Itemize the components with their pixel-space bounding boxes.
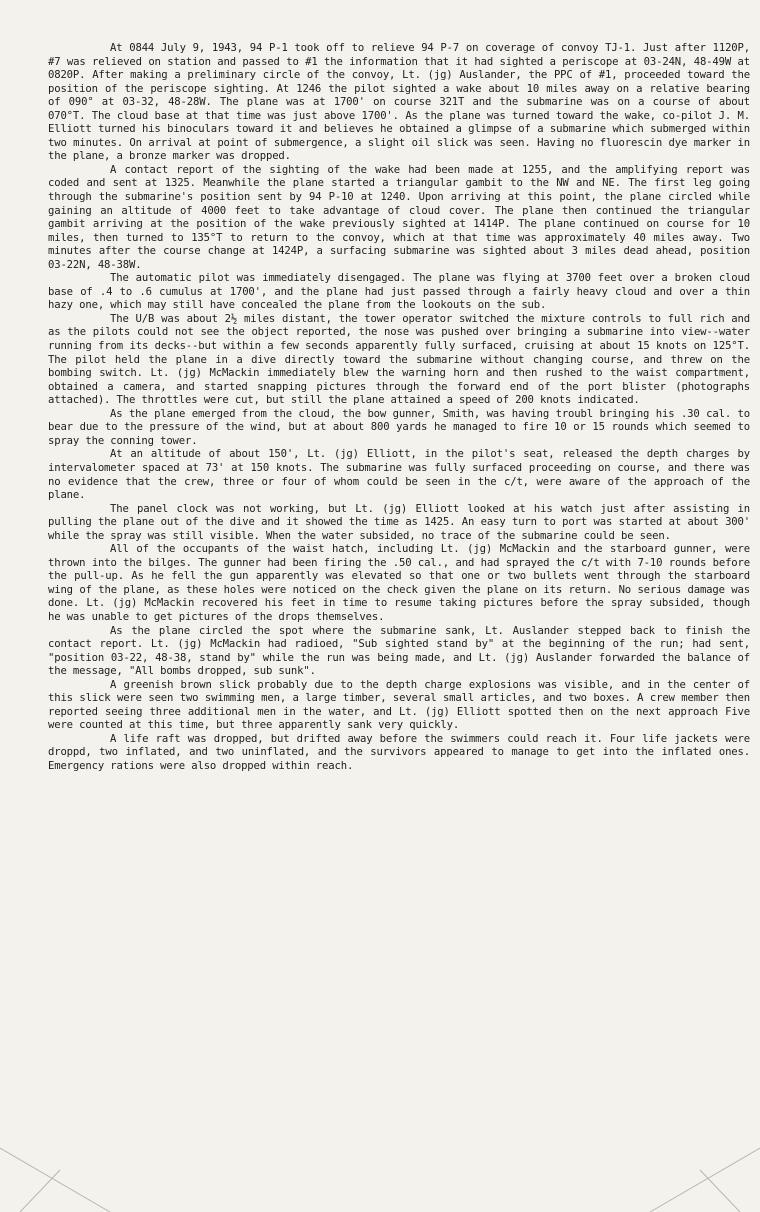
fold-mark-right — [640, 1140, 760, 1212]
document-body — [48, 42, 750, 774]
paragraph-6: At an altitude of about 150', Lt. (jg) Elliott, in the pilot's seat, released the depth charges by intervalometer spaced at 73' at 150 knots. The submarine was fully surfaced proceeding on course, and there was no evidence that the crew, three or four of whom could be seen in the c/t, were aware of the approach of the plane. — [48, 448, 750, 502]
fold-mark-left — [0, 1140, 120, 1212]
paragraph-5: As the plane emerged from the cloud, the bow gunner, Smith, was having troubl bringing his .30 cal. to bear due to the pressure of the wind, but at about 800 yards he managed to fire 10 or 15 rounds which seemed to spray the conning tower. — [48, 407, 750, 447]
paragraph-4: The U/B was about 2½ miles distant, the tower operator switched the mixture controls to full rich and as the pilots could not see the object reported, the nose was pushed over bringing a submarine into view--water running from its decks--but within a few seconds apparently fully surfaced, cruising at about 15 knots on 125°T. The pilot held the plane in a dive directly toward the submarine without changing course, and threw on the bombing switch. Lt. (jg) McMackin immediately blew the warning horn and then rushed to the waist compartment, obtained a camera, and started snapping pictures through the forward end of the port blister (photographs attached). The throttles were cut, but still the plane attained a speed of 200 knots indicated. — [48, 312, 750, 407]
paragraph-3: The automatic pilot was immediately disengaged. The plane was flying at 3700 feet over a broken cloud base of .4 to .6 cumulus at 1700', and the plane had just passed through a fairly heavy cloud and over a thin hazy one, which may still have concealed the plane from the lookouts on the sub. — [48, 272, 750, 312]
paragraph-11: A life raft was dropped, but drifted away before the swimmers could reach it. Four life jackets were droppd, two inflated, and two uninflated, and the survivors appeared to manage to get into the inflated ones. Emergency rations were also dropped within reach. — [48, 732, 750, 772]
paragraph-9: As the plane circled the spot where the submarine sank, Lt. Auslander stepped back to finish the contact report. Lt. (jg) McMackin had radioed, "Sub sighted stand by" at the beginning of the run; had sent, "position 03-22, 48-38, stand by" while the run was being made, and Lt. (jg) Auslander forwarded the balance of the message, "All bombs dropped, sub sunk". — [48, 624, 750, 678]
paragraph-7: The panel clock was not working, but Lt. (jg) Elliott looked at his watch just after assisting in pulling the plane out of the dive and it showed the time as 1425. An easy turn to port was started at about 300' while the spray was still visible. When the water subsided, no trace of the submarine could be seen. — [48, 502, 750, 542]
paragraph-1: At 0844 July 9, 1943, 94 P-1 took off to relieve 94 P-7 on coverage of convoy TJ-1. Just after 1120P, #7 was relieved on station and passed to #1 the information that it had sighted a periscope at 03-24N, 48-49W at 0820P. After making a preliminary circle of the convoy, Lt. (jg) Auslander, the PPC of #1, proceeded toward the position of the periscope sighting. At 1246 the pilot sighted a wake about 10 miles away on a relative bearing of 090° at 03-32, 48-28W. The plane was at 1700' on course 321T and the submarine was on a course of about 070°T. The cloud base at that time was just above 1700'. As the plane was turned toward the wake, co-pilot J. M. Elliott turned his binoculars toward it and believes he obtained a glimpse of a submarine which submerged within two minutes. On arrival at point of submergence, a slight oil slick was seen. Having no fluorescin dye marker in the plane, a bronze marker was dropped. — [48, 42, 750, 163]
paragraph-8: All of the occupants of the waist hatch, including Lt. (jg) McMackin and the starboard gunner, were thrown into the bilges. The gunner had been firing the .50 cal., and had sprayed the c/t with 7-10 rounds before the pull-up. As he fell the gun apparently was elevated so that one or two bullets went through the starboard wing of the plane, as these holes were noticed on the check given the plane on its return. No serious damage was done. Lt. (jg) McMackin recovered his feet in time to resume taking pictures before the spray subsided, though he was unable to get pictures of the drops themselves. — [48, 543, 750, 623]
paragraph-2: A contact report of the sighting of the wake had been made at 1255, and the amplifying report was coded and sent at 1325. Meanwhile the plane started a triangular gambit to the NW and NE. The first leg going through the submarine's position sent by 94 P-10 at 1240. Upon arriving at this point, the plane circled while gaining an altitude of 4000 feet to take advantage of cloud cover. The plane then continued the triangular gambit arriving at the position of the wake previously sighted at 1414P. The plane continued on course for 10 miles, then turned to 135°T to return to the convoy, which at that time was approximately 40 miles away. Two minutes after the course change at 1424P, a surfacing submarine was sighted about 3 miles dead ahead, position 03-22N, 48-38W. — [48, 163, 750, 271]
paragraph-10: A greenish brown slick probably due to the depth charge explosions was visible, and in the center of this slick were seen two swimming men, a large timber, several small articles, and two boxes. A crew member then reported seeing three additional men in the water, and Lt. (jg) Elliott spotted then on the next approach Five were counted at this time, but three apparently sank very quickly. — [48, 678, 750, 732]
